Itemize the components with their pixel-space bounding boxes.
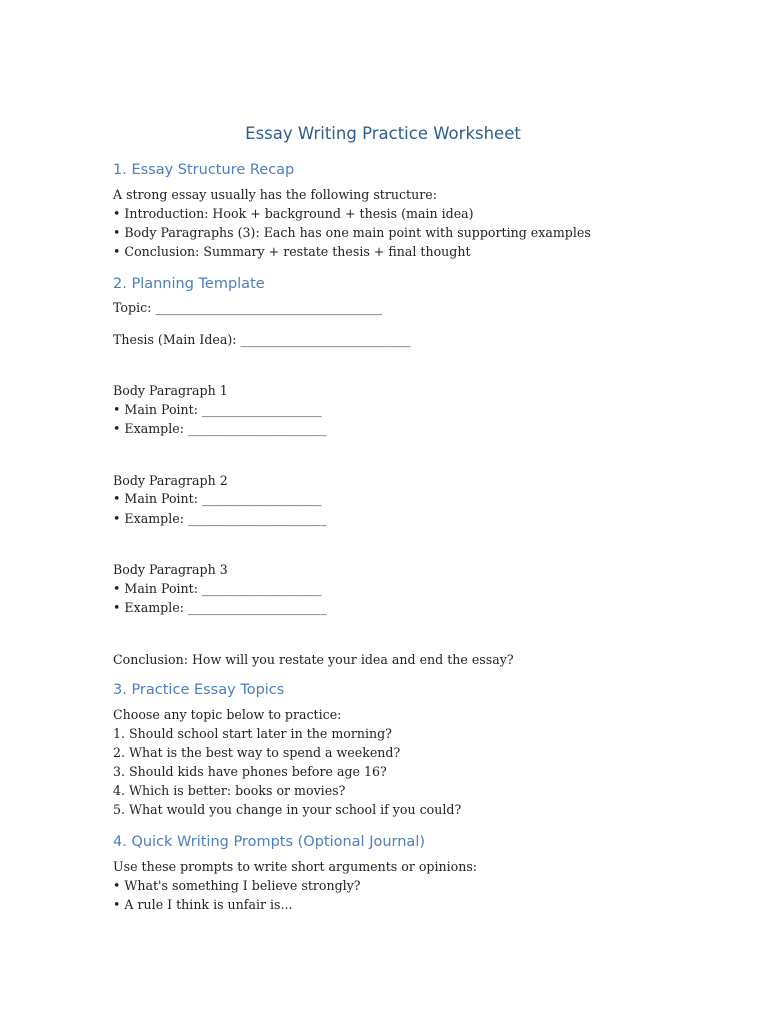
- topic-item-1: 1. Should school start later in the morning?: [113, 726, 392, 741]
- prompt-item-2: • A rule I think is unfair is...: [113, 897, 293, 912]
- body-paragraph-3-label: Body Paragraph 3: [113, 562, 228, 577]
- conclusion-prompt: Conclusion: How will you restate your idea and end the essay?: [113, 652, 514, 667]
- body-paragraph-2-example: • Example: ______________________: [113, 511, 327, 526]
- body-paragraph-3-main-point: • Main Point: ___________________: [113, 581, 322, 596]
- prompts-intro-text: Use these prompts to write short arguments or opinions:: [113, 859, 478, 874]
- body-paragraph-3-example: • Example: ______________________: [113, 600, 327, 615]
- structure-bullet-body: • Body Paragraphs (3): Each has one main point with supporting examples: [113, 225, 591, 240]
- section-heading-topics: 3. Practice Essay Topics: [113, 682, 285, 698]
- section-heading-planning: 2. Planning Template: [113, 276, 265, 292]
- thesis-blank-line: Thesis (Main Idea): ___________________________: [113, 332, 411, 347]
- topic-item-5: 5. What would you change in your school if you could?: [113, 802, 462, 817]
- section-heading-prompts: 4. Quick Writing Prompts (Optional Journal): [113, 834, 426, 850]
- body-paragraph-1-main-point: • Main Point: ___________________: [113, 402, 322, 417]
- structure-bullet-conclusion: • Conclusion: Summary + restate thesis + final thought: [113, 244, 471, 259]
- topic-item-2: 2. What is the best way to spend a weekend?: [113, 745, 401, 760]
- topic-item-4: 4. Which is better: books or movies?: [113, 783, 346, 798]
- prompt-item-1: • What's something I believe strongly?: [113, 878, 361, 893]
- document-title: Essay Writing Practice Worksheet: [245, 124, 521, 143]
- section-heading-structure: 1. Essay Structure Recap: [113, 162, 295, 178]
- body-paragraph-1-label: Body Paragraph 1: [113, 383, 228, 398]
- topic-item-3: 3. Should kids have phones before age 16?: [113, 764, 387, 779]
- body-paragraph-2-main-point: • Main Point: ___________________: [113, 491, 322, 506]
- topics-intro-text: Choose any topic below to practice:: [113, 707, 342, 722]
- body-paragraph-2-label: Body Paragraph 2: [113, 473, 228, 488]
- topic-blank-line: Topic: ____________________________________: [113, 300, 383, 315]
- structure-bullet-introduction: • Introduction: Hook + background + thesis (main idea): [113, 206, 474, 221]
- body-paragraph-1-example: • Example: ______________________: [113, 421, 327, 436]
- structure-intro-text: A strong essay usually has the following structure:: [113, 187, 437, 202]
